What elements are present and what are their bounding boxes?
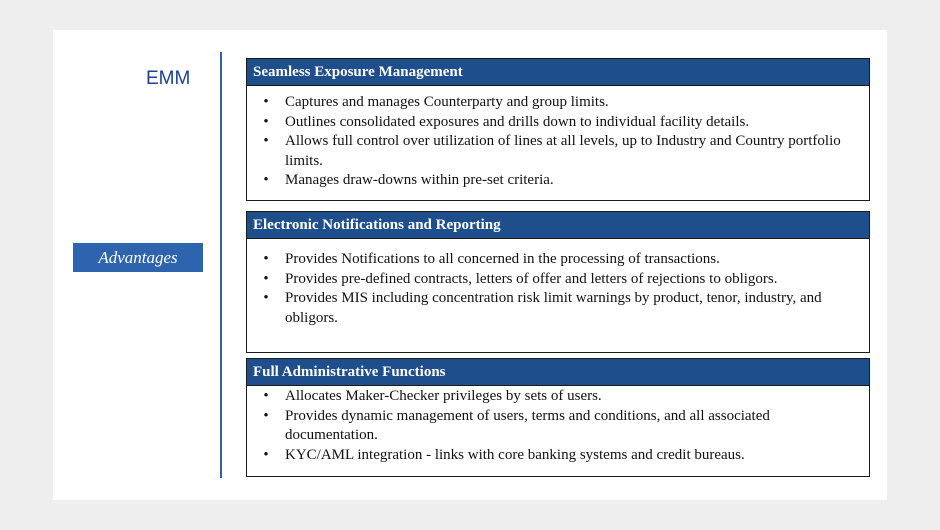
section-exposure-management bbox=[246, 58, 870, 201]
list-item bbox=[261, 407, 859, 446]
bullet-icon: • bbox=[263, 251, 269, 267]
bullet-icon: • bbox=[263, 388, 269, 404]
list-item-text: Manages draw-downs within pre-set criteria. bbox=[285, 172, 554, 188]
section-title: Full Administrative Functions bbox=[247, 359, 869, 386]
bullet-icon: • bbox=[263, 270, 269, 287]
list-item-text: Allocates Maker-Checker privileges by sets of users. bbox=[285, 388, 602, 404]
list-item-text: Provides Notifications to all concerned in the processing of transactions. bbox=[285, 251, 720, 267]
bullet-list bbox=[247, 386, 869, 465]
list-item bbox=[261, 289, 859, 328]
bullet-icon: • bbox=[263, 94, 269, 110]
section-notifications-reporting bbox=[246, 211, 870, 353]
list-item-text: Provides pre-defined contracts, letters of offer and letters of rejections to obligors. bbox=[285, 270, 778, 287]
advantages-label: Advantages bbox=[73, 243, 203, 272]
section-title: Electronic Notifications and Reporting bbox=[247, 212, 869, 239]
list-item-text: Captures and manages Counterparty and group limits. bbox=[285, 94, 609, 110]
bullet-icon: • bbox=[263, 172, 269, 188]
bullet-icon: • bbox=[263, 407, 269, 424]
list-item bbox=[261, 250, 859, 270]
bullet-icon: • bbox=[263, 290, 269, 306]
list-item bbox=[261, 93, 859, 113]
section-title: Seamless Exposure Management bbox=[247, 59, 869, 86]
vertical-divider bbox=[220, 52, 222, 478]
list-item-text: Outlines consolidated exposures and drills down to individual facility details. bbox=[285, 113, 750, 130]
bullet-icon: • bbox=[263, 113, 269, 130]
list-item bbox=[261, 171, 859, 191]
list-item bbox=[261, 270, 859, 290]
section-administrative-functions bbox=[246, 358, 870, 477]
list-item-text: Provides MIS including concentration risk limit warnings by product, tenor, industry, and obligors. bbox=[285, 290, 822, 326]
emm-title: EMM bbox=[146, 68, 191, 89]
bullet-list bbox=[247, 239, 869, 328]
list-item bbox=[261, 446, 859, 466]
list-item-text: Allows full control over utilization of lines at all levels, up to Industry and Country portfolio limits. bbox=[285, 133, 841, 169]
list-item bbox=[261, 387, 859, 407]
list-item bbox=[261, 113, 859, 133]
bullet-icon: • bbox=[263, 133, 269, 149]
list-item bbox=[261, 132, 859, 171]
slide bbox=[53, 30, 887, 500]
list-item-text: Provides dynamic management of users, terms and conditions, and all associated documentation. bbox=[285, 407, 770, 443]
list-item-text: KYC/AML integration - links with core banking systems and credit bureaus. bbox=[285, 446, 745, 463]
bullet-icon: • bbox=[263, 446, 269, 463]
bullet-list bbox=[247, 86, 869, 191]
